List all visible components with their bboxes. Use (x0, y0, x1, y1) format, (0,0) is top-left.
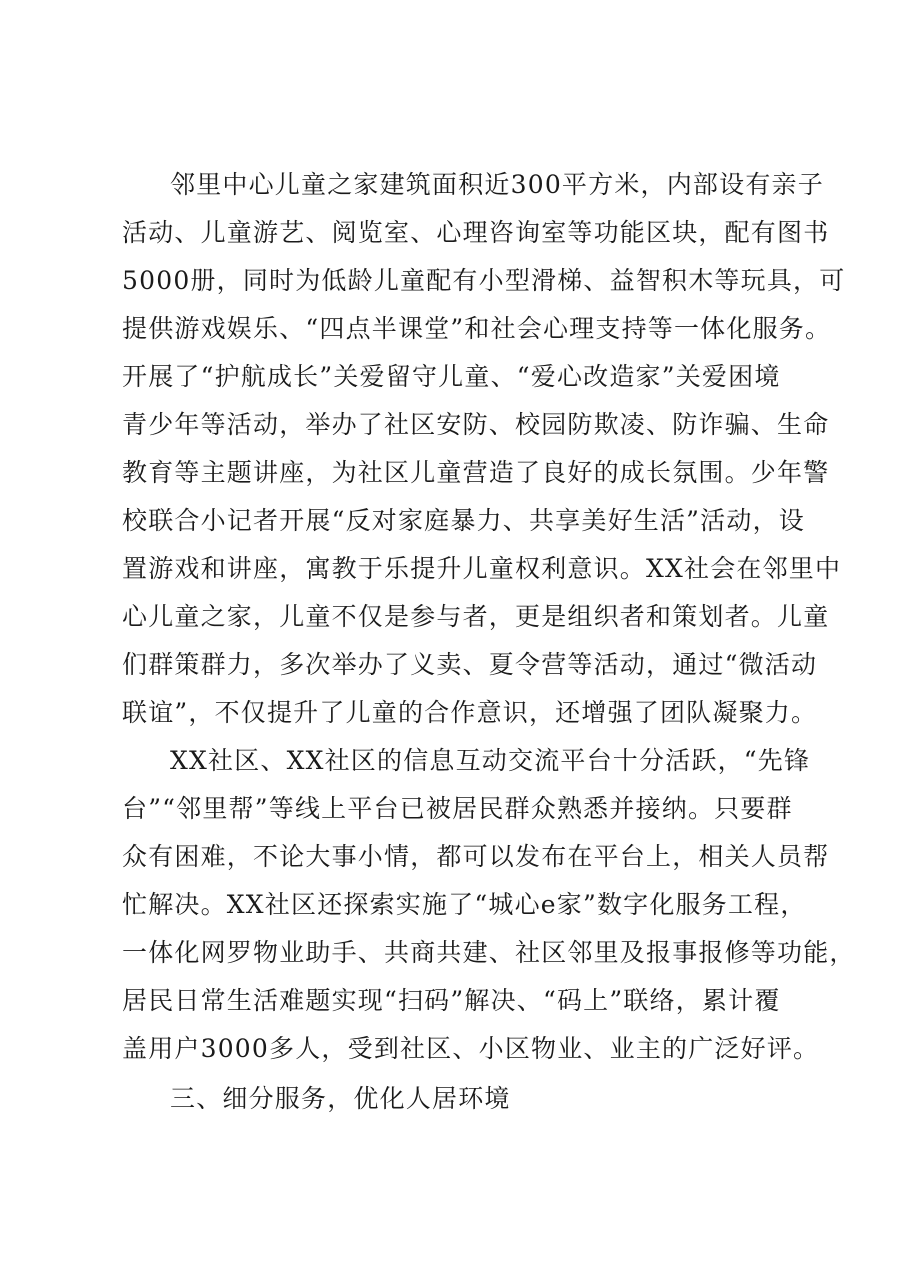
paragraph-line: 一体化网罗物业助手、共商共建、社区邻里及报事报修等功能， (122, 938, 856, 967)
paragraph-line: 青少年等活动，举办了社区安防、校园防欺凌、防诈骗、生命 (122, 410, 830, 439)
paragraph-line: 联谊”，不仅提升了儿童的合作意识，还增强了团队凝聚力。 (122, 698, 818, 727)
paragraph-line: 心儿童之家，儿童不仅是参与者，更是组织者和策划者。儿童 (122, 602, 830, 631)
paragraph-line: 居民日常生活难题实现“扫码”解决、“码上”联络，累计覆 (122, 986, 781, 1015)
section-heading: 三、细分服务，优化人居环境 (170, 1084, 511, 1113)
paragraph-line: 台”“邻里帮”等线上平台已被居民群众熟悉并接纳。只要群 (122, 794, 793, 823)
paragraph-line: 开展了“护航成长”关爱留守儿童、“爱心改造家”关爱困境 (122, 362, 781, 391)
paragraph-line: 活动、儿童游艺、阅览室、心理咨询室等功能区块，配有图书 (122, 218, 830, 247)
paragraph-line: XX社区、XX社区的信息互动交流平台十分活跃，“先锋 (170, 746, 811, 775)
paragraph-line: 5000册，同时为低龄儿童配有小型滑梯、益智积木等玩具，可 (122, 266, 846, 295)
paragraph-line: 们群策群力，多次举办了义卖、夏令营等活动，通过“微活动 (122, 650, 818, 679)
paragraph-line: 校联合小记者开展“反对家庭暴力、共享美好生活”活动，设 (122, 506, 805, 535)
paragraph-line: 提供游戏娱乐、“四点半课堂”和社会心理支持等一体化服务。 (122, 314, 832, 343)
paragraph-line: 置游戏和讲座，寓教于乐提升儿童权利意识。XX社会在邻里中 (122, 554, 842, 583)
paragraph-line: 教育等主题讲座，为社区儿童营造了良好的成长氛围。少年警 (122, 458, 830, 487)
paragraph-line: 忙解决。XX社区还探索实施了“城心e家”数字化服务工程， (122, 890, 807, 919)
paragraph-line: 盖用户3000多人，受到社区、小区物业、业主的广泛好评。 (122, 1034, 820, 1063)
paragraph-line: 众有困难，不论大事小情，都可以发布在平台上，相关人员帮 (122, 842, 830, 871)
paragraph-line: 邻里中心儿童之家建筑面积近300平方米，内部设有亲子 (170, 170, 824, 199)
